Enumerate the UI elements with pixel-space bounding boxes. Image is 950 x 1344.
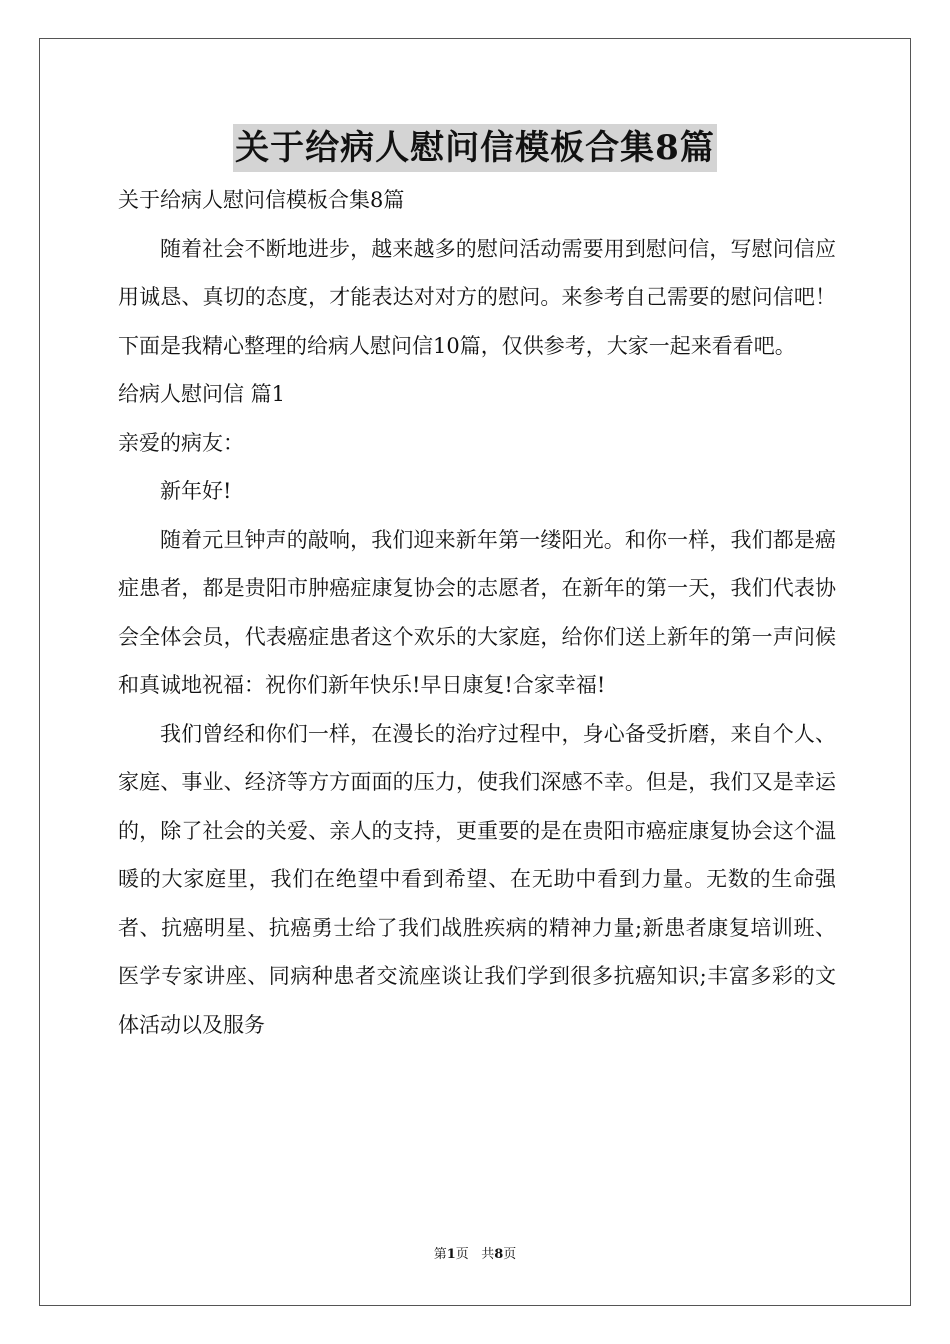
total-pages: 8 [494,1247,504,1262]
document-body [118,176,836,1049]
total-pages-prefix: 共 [481,1247,495,1262]
paragraph: 我们曾经和你们一样，在漫长的治疗过程中，身心备受折磨，来自个人、家庭、事业、经济等方方面面的压力，使我们深感不幸。但是，我们又是幸运的，除了社会的关爱、亲人的支持，更重要的是在贵阳市癌症康复协会这个温暖的大家庭里，我们在绝望中看到希望、在无助中看到力量。无数的生命强者、抗癌明星、抗癌勇士给了我们战胜疾病的精神力量;新患者康复培训班、医学专家讲座、同病种患者交流座谈让我们学到很多抗癌知识;丰富多彩的文体活动以及服务 [118,721,836,1037]
total-pages-suffix: 页 [503,1247,517,1262]
page-number-prefix: 第 [433,1247,447,1262]
page-number-current: 1 [446,1247,456,1262]
paragraph: 新年好! [160,479,232,503]
paragraph: 亲爱的病友： [118,430,244,455]
paragraph: 随着社会不断地进步，越来越多的慰问活动需要用到慰问信，写慰问信应用诚恳、真切的态度，才能表达对对方的慰问。来参考自己需要的慰问信吧！下面是我精心整理的给病人慰问信10篇，仅供参考，大家一起来看看吧。 [118,236,836,358]
paragraph: 随着元旦钟声的敲响，我们迎来新年第一缕阳光。和你一样，我们都是癌症患者，都是贵阳市肿癌症康复协会的志愿者，在新年的第一天，我们代表协会全体会员，代表癌症患者这个欢乐的大家庭，给你们送上新年的第一声问候和真诚地祝福：祝你们新年快乐!早日康复!合家幸福! [118,527,836,697]
page-footer [0,1246,950,1264]
document-subtitle: 关于给病人慰问信模板合集8篇 [118,188,405,212]
paragraph: 给病人慰问信 篇1 [118,382,286,406]
document-title: 关于给病人慰问信模板合集8篇 [233,124,717,172]
title-container [0,124,950,172]
paragraph-list [118,225,836,1050]
page-number-suffix: 页 [455,1247,469,1262]
